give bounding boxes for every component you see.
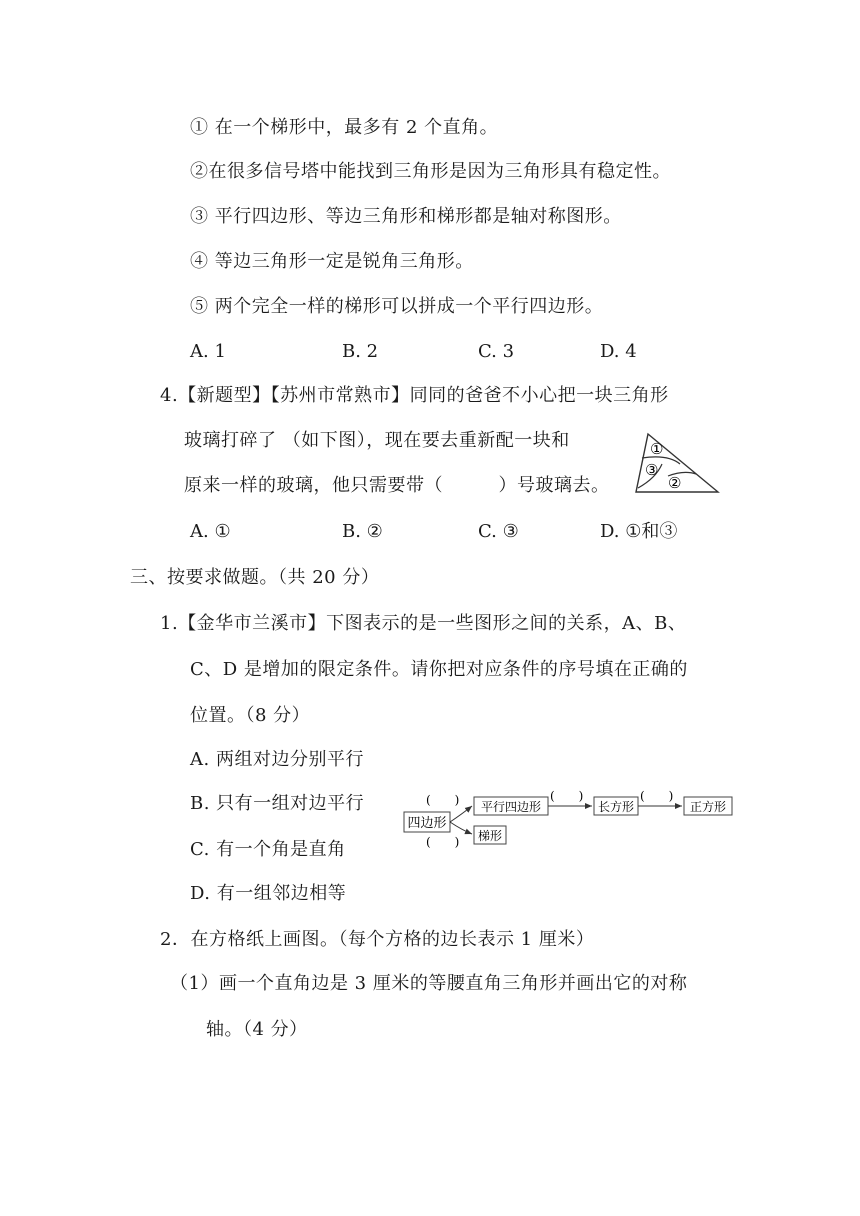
shape-relationship-diagram [400, 784, 740, 854]
q4-line-2: 玻璃打碎了 （如下图），现在要去重新配一块和 [184, 430, 570, 451]
statement-5: ⑤ 两个完全一样的梯形可以拼成一个平行四边形。 [190, 296, 604, 317]
node-rectangle-label: 长方形 [597, 800, 635, 814]
s3-q2-line-1: 2．在方格纸上画图。（每个方格的边长表示 1 厘米） [160, 929, 595, 950]
condition-a: A. 两组对边分别平行 [190, 749, 364, 770]
s3-q2-sub1-line-1: （1）画一个直角边是 3 厘米的等腰直角三角形并画出它的对称 [170, 973, 688, 994]
prev-option-a: A. 1 [190, 341, 226, 362]
q4-line-3: 原来一样的玻璃，他只需要带（ ）号玻璃去。 [184, 475, 610, 496]
node-parallelogram-label: 平行四边形 [480, 800, 542, 814]
prev-option-c: C. 3 [478, 341, 515, 362]
node-quadrilateral-label: 四边形 [407, 816, 447, 831]
q4-option-d: D. ①和③ [600, 521, 678, 542]
s3-q1-line-2: C、D 是增加的限定条件。请你把对应条件的序号填在正确的 [190, 659, 688, 680]
piece-label-2: ② [668, 474, 682, 492]
broken-glass-figure [628, 430, 722, 500]
condition-b: B. 只有一组对边平行 [190, 793, 365, 814]
statement-1: ① 在一个梯形中，最多有 2 个直角。 [190, 117, 499, 138]
condition-c: C. 有一个角是直角 [190, 839, 346, 860]
prev-option-b: B. 2 [342, 341, 379, 362]
statement-4: ④ 等边三角形一定是锐角三角形。 [190, 251, 474, 272]
node-trapezoid-label: 梯形 [477, 829, 503, 843]
s3-q2-sub1-line-2: 轴。（4 分） [206, 1019, 308, 1040]
node-square-label: 正方形 [689, 800, 727, 814]
section-3-title: 三、按要求做题。（共 20 分） [130, 567, 380, 588]
q4-option-c: C. ③ [478, 521, 519, 542]
s3-q1-line-1: 1.【金华市兰溪市】下图表示的是一些图形之间的关系，A、B、 [160, 613, 687, 634]
piece-label-3: ③ [645, 461, 659, 479]
blank-to-square[interactable]: ( ) [640, 789, 674, 803]
blank-bottom-branch[interactable]: ( ) [426, 835, 460, 849]
statement-3: ③ 平行四边形、等边三角形和梯形都是轴对称图形。 [190, 206, 622, 227]
prev-option-d: D. 4 [600, 341, 637, 362]
condition-d: D. 有一组邻边相等 [190, 883, 347, 904]
piece-label-1: ① [650, 440, 664, 458]
s3-q1-line-3: 位置。（8 分） [190, 705, 311, 726]
q4-option-a: A. ① [190, 521, 231, 542]
blank-top-branch[interactable]: ( ) [426, 793, 460, 807]
statement-2: ②在很多信号塔中能找到三角形是因为三角形具有稳定性。 [190, 161, 671, 182]
blank-to-rectangle[interactable]: ( ) [550, 789, 584, 803]
q4-line-1: 4.【新题型】【苏州市常熟市】同同的爸爸不小心把一块三角形 [160, 385, 669, 406]
q4-option-b: B. ② [342, 521, 383, 542]
